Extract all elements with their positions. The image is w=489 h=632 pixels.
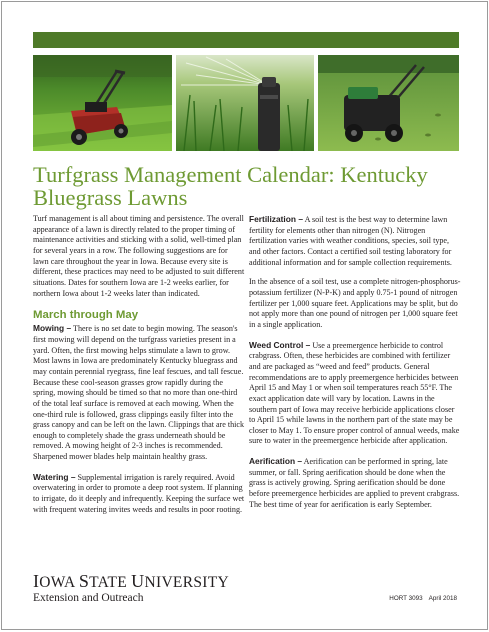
fertilization-text: A soil test is the best way to determine lawn fertility for elements other than nitrogen (N). Nitrogen fertilization varies with weather conditions, species, soil type, and other factors. Contact a certified soil testing laboratory for additional information and for sample collection requirements. bbox=[249, 215, 452, 267]
weed-control-paragraph bbox=[249, 340, 461, 448]
photo-aerator bbox=[318, 55, 459, 151]
header-color-bar bbox=[33, 32, 459, 48]
mowing-paragraph bbox=[33, 323, 245, 463]
logo-extension-name: Extension and Outreach bbox=[33, 592, 144, 604]
watering-text: Supplemental irrigation is rarely required. Avoid overwatering in order to promote a deep root system. If planning to irrigate, do it deeply and infrequently. Keeping the surface wet with frequent watering invites weeds and results in poor rooting. bbox=[33, 472, 245, 514]
mowing-text: There is no set date to begin mowing. The season's first mowing will depend on the turfgrass varieties present in a yard. Often, the first mowing helps stimulate a lawn to grow. Most lawns in Iowa are predominately Kentucky bluegrass and may contain perennial ryegrass, fine leaf fescues, and tall fescue. Because these cool-season grasses grow rapidly during the spring, mowing should be timed so that no more than one-third of the total leaf surface is removed at each mowing. When the one-third rule is followed, grass clippings easily filter into the grass canopy and can be left on the lawn. Clippings that are thick enough to completely shade the grass underneath should be removed. A mowing height of 2-3 inches is recommended. Sharpened mower blades help maintain healthy grass. bbox=[33, 324, 245, 462]
publication-number: HORT 3093 bbox=[389, 595, 423, 602]
weed-control-label: Weed Control – bbox=[249, 339, 311, 350]
right-column bbox=[249, 214, 461, 519]
publication-date: April 2018 bbox=[428, 595, 457, 602]
aerification-label: Aerification – bbox=[249, 456, 303, 467]
aerification-text: Aerification can be performed in spring, late summer, or fall. Spring aerification should be done when the grass is actively growing. Spring aerification should be done before preemergence herbicides are applied to prevent crabgrass. The best time of year for aerification is early September. bbox=[249, 457, 460, 509]
fertilization-label: Fertilization – bbox=[249, 214, 303, 224]
page-title: Turfgrass Management Calendar: Kentucky Bluegrass Lawns bbox=[33, 162, 428, 210]
watering-label: Watering – bbox=[33, 471, 76, 482]
fertilization-paragraph-2: In the absence of a soil test, use a complete nitrogen-phosphorus-potassium fertilizer (N-P-K) and apply 0.75-1 pound of nitrogen fertilizer per 1,000 square feet. Applications may be split, but do not apply more than one pound of nitrogen per 1,000 square feet in a single application. bbox=[249, 277, 461, 329]
photo-lawn-mower bbox=[33, 55, 172, 151]
publication-code bbox=[383, 595, 457, 602]
mowing-label: Mowing – bbox=[33, 323, 72, 334]
section-heading: March through May bbox=[33, 309, 139, 322]
logo-university-name: IOWA STATE UNIVERSITY bbox=[33, 571, 229, 591]
photo-sprinkler bbox=[176, 55, 314, 151]
document-page bbox=[1, 1, 488, 630]
intro-paragraph: Turf management is all about timing and persistence. The overall appearance of a lawn is directly related to the proper timing of maintenance activities and sticking with a solid, well-timed plan for several years in a row. The following suggestions are for lawn care throughout the year in Iowa. Because every site is different, these practices may need to be adjusted to suit different situations. Dates for southern Iowa are 1-2 weeks earlier, for northern Iowa about 1-2 weeks later than indicated. bbox=[33, 214, 245, 298]
aerification-paragraph bbox=[249, 456, 461, 510]
university-logo bbox=[33, 573, 233, 605]
fertilization-paragraph bbox=[249, 214, 461, 268]
watering-paragraph bbox=[33, 472, 245, 516]
left-column bbox=[33, 214, 245, 524]
weed-control-text: Use a preemergence herbicide to control crabgrass. Often, these herbicides are combined with fertilizer and are packaged as “weed and feed” products. General recommendations are to apply preemergence herbicides between April 15 and May 1 or when soil temperatures reach 55°F. The exact application date will vary by location. Lawns in the southern part of Iowa may receive herbicide applications closer to April 15 while lawns in the northern part of the state may be closer to May 1. To ensure proper control of annual weeds, make sure to water in the preemergence herbicide after application. bbox=[249, 340, 460, 446]
